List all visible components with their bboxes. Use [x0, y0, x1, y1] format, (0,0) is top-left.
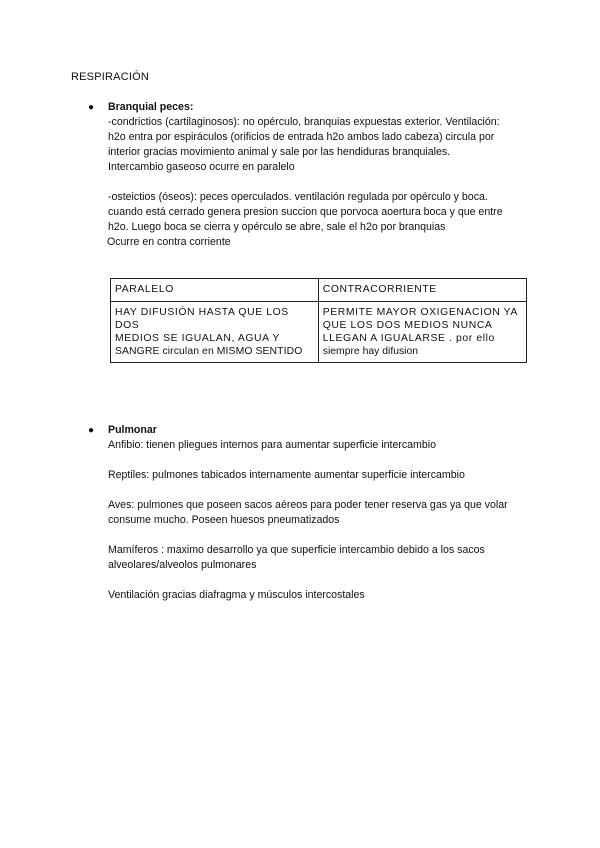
cell-line: LLEGAN A IGUALARSE . por ello: [322, 333, 495, 344]
cell-line: SANGRE circulan en MISMO SENTIDO: [115, 346, 303, 357]
bullet-branquial: [88, 100, 528, 115]
pulmonar-body: [108, 438, 528, 603]
header-paralelo: PARALELO: [111, 279, 319, 302]
aves-line: Aves: pulmones que poseen sacos aéreos para poder tener reserva gas ya que volar: [108, 499, 508, 511]
text-line: h2o. Luego boca se cierra y opérculo se abre, sale el h2o por branquias: [108, 221, 446, 233]
reptiles-line: Reptiles: pulmones tabicados internamente aumentar superficie intercambio: [108, 469, 465, 481]
text-line: Ocurre en contra corriente: [107, 236, 231, 248]
document-title: RESPIRACIÓN: [71, 71, 149, 83]
table-header-row: [111, 279, 527, 302]
table-row: [111, 302, 527, 363]
text-line: Intercambio gaseoso ocurre en paralelo: [108, 161, 295, 173]
pulmonar-heading: Pulmonar: [108, 424, 157, 436]
condrictios-paragraph: [108, 115, 528, 175]
header-contracorriente: CONTRACORRIENTE: [318, 279, 526, 302]
text-line: -osteictios (óseos): peces operculados. ventilación regulada por opérculo y boca.: [108, 191, 488, 203]
bullet-dot: ●: [88, 425, 95, 436]
bullet-dot: ●: [88, 102, 95, 113]
text-line: -condrictios (cartilaginosos): no opérculo, branquias expuestas exterior. Ventilación:: [108, 116, 500, 128]
cell-line: HAY DIFUSIÓN HASTA QUE LOS DOS: [115, 307, 289, 331]
text-line: interior gracias movimiento animal y sale por las hendiduras branquiales.: [108, 146, 451, 158]
cell-line: siempre hay difusion: [322, 346, 419, 357]
anfibio-line: Anfibio: tienen pliegues internos para aumentar superficie intercambio: [108, 439, 437, 451]
osteictios-paragraph: [108, 190, 528, 250]
aves-line: consume mucho. Poseen huesos pneumatizados: [108, 514, 340, 526]
cell-paralelo: [111, 302, 319, 363]
bullet-pulmonar: [88, 423, 528, 438]
text-line: h2o entra por espiráculos (orificios de entrada h2o ambos lado cabeza) circula por: [108, 131, 495, 143]
cell-line: MEDIOS SE IGUALAN, AGUA Y: [115, 333, 280, 344]
ventilacion-line: Ventilación gracias diafragma y músculos intercostales: [108, 589, 365, 601]
branquial-heading: Branquial peces:: [108, 101, 194, 113]
cell-line: PERMITE MAYOR OXIGENACION YA: [322, 307, 518, 318]
text-line: cuando está cerrado genera presion succion que porvoca aoertura boca y que entre: [108, 206, 503, 218]
mamiferos-line: Mamíferos : maximo desarrollo ya que superficie intercambio debido a los sacos: [108, 544, 485, 556]
cell-contracorriente: [318, 302, 526, 363]
cell-line: QUE LOS DOS MEDIOS NUNCA: [322, 320, 493, 331]
mamiferos-line: alveolares/alveolos pulmonares: [108, 559, 257, 571]
section-branquial: [88, 100, 528, 250]
section-pulmonar: [88, 423, 528, 603]
comparison-table: [110, 278, 527, 363]
